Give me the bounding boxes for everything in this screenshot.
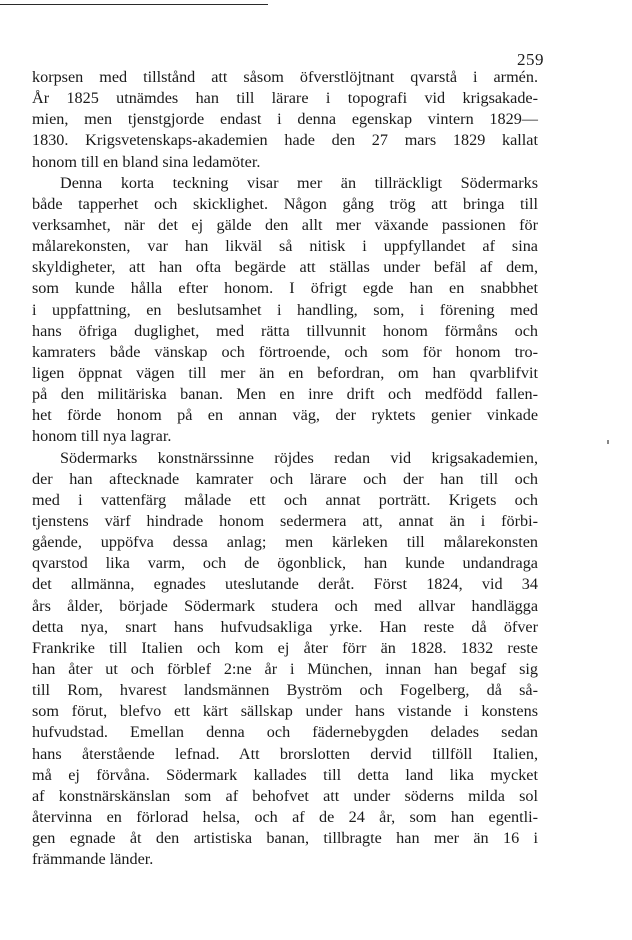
text-line: må ej förvåna. Södermark kallades till detta land lika mycket: [32, 765, 538, 784]
text-line: det allmänna, egnades uteslutande deråt. Först 1824, vid 34: [32, 575, 538, 594]
text-line: års ålder, började Södermark studera och med allvar handlägga: [32, 596, 538, 615]
body-text: [32, 67, 538, 870]
text-line: af konstnärskänslan som af behofvet att under söderns milda sol: [32, 786, 538, 805]
text-line: målarekonsten, var han likväl så nitisk i uppfyllandet af sina: [32, 237, 538, 256]
text-line: korpsen med tillstånd att såsom öfverstlöjtnant qvarstå i armén.: [32, 68, 538, 86]
text-line: tjenstens värf hindrade honom sedermera att, annat än i förbi-: [32, 511, 538, 530]
text-line: gående, uppöfva dessa anlag; men kärleken till målarekonsten: [32, 533, 538, 552]
text-line: verksamhet, när det ej gälde den allt mer växande passionen för: [32, 215, 538, 234]
text-line: han åter ut och förblef 2:ne år i München, innan han begaf sig: [32, 659, 538, 678]
text-line: honom till en bland sina ledamöter.: [32, 152, 261, 171]
print-speck: [607, 440, 609, 444]
page-number: 259: [517, 50, 544, 69]
text-line: främmande länder.: [32, 850, 154, 869]
text-line: gen egnade åt den artistiska banan, tillbragte han mer än 16 i: [32, 829, 538, 848]
text-line: kamraters både vänskap och förtroende, och som för honom tro-: [32, 342, 538, 361]
text-line: het förde honom på en annan väg, der ryktets genier vinkade: [32, 406, 538, 425]
text-line: ligen öppnat vägen till mer än en befordran, om han qvarblifvit: [32, 363, 538, 382]
text-line: Södermarks konstnärssinne röjdes redan vid krigsakademien,: [60, 448, 538, 467]
text-line: mien, men tjenstgjorde endast i denna egenskap vintern 1829—: [32, 110, 538, 129]
text-line: hans öfriga duglighet, med rätta tillvunnit honom förmåns och: [32, 321, 538, 340]
text-line: hufvudstad. Emellan denna och fädernebygden delades sedan: [32, 723, 538, 742]
text-line: honom till nya lagrar.: [32, 427, 172, 446]
text-line: 1830. Krigsvetenskaps-akademien hade den 27 mars 1829 kallat: [32, 131, 538, 150]
text-line: qvarstod lika varm, och de ögonblick, han kunde undandraga: [32, 554, 538, 573]
text-line: till Rom, hvarest landsmännen Byström och Fogelberg, då så-: [32, 681, 538, 700]
text-line: som kunde hålla efter honom. I öfrigt egde han en snabbhet: [32, 279, 538, 298]
text-line: hans återstående lefnad. Att brorslotten dervid tillföll Italien,: [32, 744, 538, 763]
text-line: på den militäriska banan. Men en inre drift och medfödd fallen-: [32, 385, 538, 404]
text-line: Denna korta teckning visar mer än tillräckligt Södermarks: [60, 173, 538, 192]
text-line: Frankrike till Italien och kom ej åter förr än 1828. 1832 reste: [32, 638, 538, 657]
text-line: som förut, blefvo ett kärt sällskap under hans vistande i konstens: [32, 702, 538, 721]
text-line: der han aftecknade kamrater och lärare och der han till och: [32, 469, 538, 488]
top-rule: [0, 4, 268, 5]
text-line: skyldigheter, att han ofta begärde att ställas under befäl af dem,: [32, 258, 538, 277]
text-line: År 1825 utnämdes han till lärare i topografi vid krigsakade-: [32, 89, 538, 108]
text-line: i uppfattning, en beslutsamhet i handling, som, i förening med: [32, 300, 538, 319]
text-line: med i vattenfärg målade ett och annat porträtt. Krigets och: [32, 490, 538, 509]
text-line: detta nya, snart hans hufvudsakliga yrke. Han reste då öfver: [32, 617, 538, 636]
text-line: både tapperhet och skicklighet. Någon gång trög att bringa till: [32, 194, 538, 213]
text-line: återvinna en förlorad helsa, och af de 24 år, som han egentli-: [32, 807, 538, 826]
